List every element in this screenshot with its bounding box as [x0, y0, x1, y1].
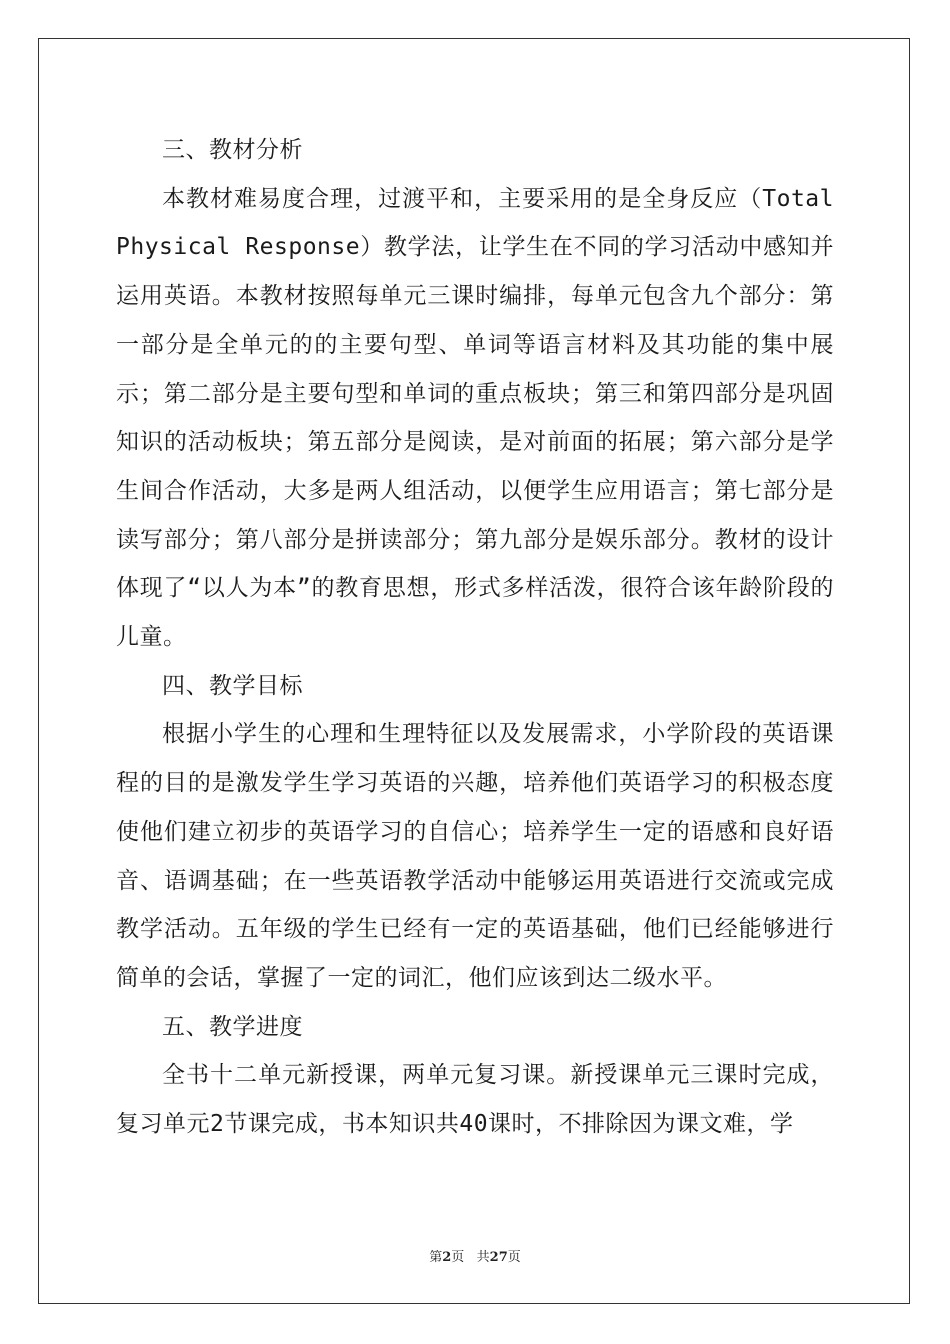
page-suffix: 页 — [507, 1250, 521, 1265]
paragraph-teaching-schedule: 全书十二单元新授课，两单元复习课。新授课单元三课时完成，复习单元2节课完成，书本知识共40课时，不排除因为课文难，学 — [116, 1062, 834, 1138]
page-mid: 页 共 — [451, 1250, 490, 1265]
page-footer — [0, 1246, 950, 1265]
document-body — [116, 126, 834, 1149]
page-prefix: 第 — [429, 1250, 443, 1265]
section-heading-teaching-schedule: 五、教学进度 — [162, 1013, 303, 1040]
section-heading-textbook-analysis: 三、教材分析 — [162, 137, 303, 163]
section-heading-teaching-goals: 四、教学目标 — [162, 672, 303, 699]
paragraph-textbook-analysis: 本教材难易度合理，过渡平和，主要采用的是全身反应（Total Physical Response）教学法，让学生在不同的学习活动中感知并运用英语。本教材按照每单元三课时编排，每单元包含九个部分：第一部分是全单元的的主要句型、单词等语言材料及其功能的集中展示；第二部分是主要句型和单词的重点板块；第三和第四部分是巩固知识的活动板块；第五部分是阅读，是对前面的拓展；第六部分是学生间合作活动，大多是两人组活动，以便学生应用语言；第七部分是读写部分；第八部分是拼读部分；第九部分是娱乐部分。教材的设计体现了“以人为本”的教育思想，形式多样活泼，很符合该年龄阶段的儿童。 — [116, 185, 834, 651]
current-page-number: 2 — [442, 1250, 452, 1265]
paragraph-teaching-goals: 根据小学生的心理和生理特征以及发展需求，小学阶段的英语课程的目的是激发学生学习英语的兴趣，培养他们英语学习的积极态度使他们建立初步的英语学习的自信心；培养学生一定的语感和良好语音、语调基础；在一些英语教学活动中能够运用英语进行交流或完成教学活动。五年级的学生已经有一定的英语基础，他们已经能够进行简单的会话，掌握了一定的词汇，他们应该到达二级水平。 — [116, 721, 834, 991]
total-page-number: 27 — [489, 1250, 508, 1265]
